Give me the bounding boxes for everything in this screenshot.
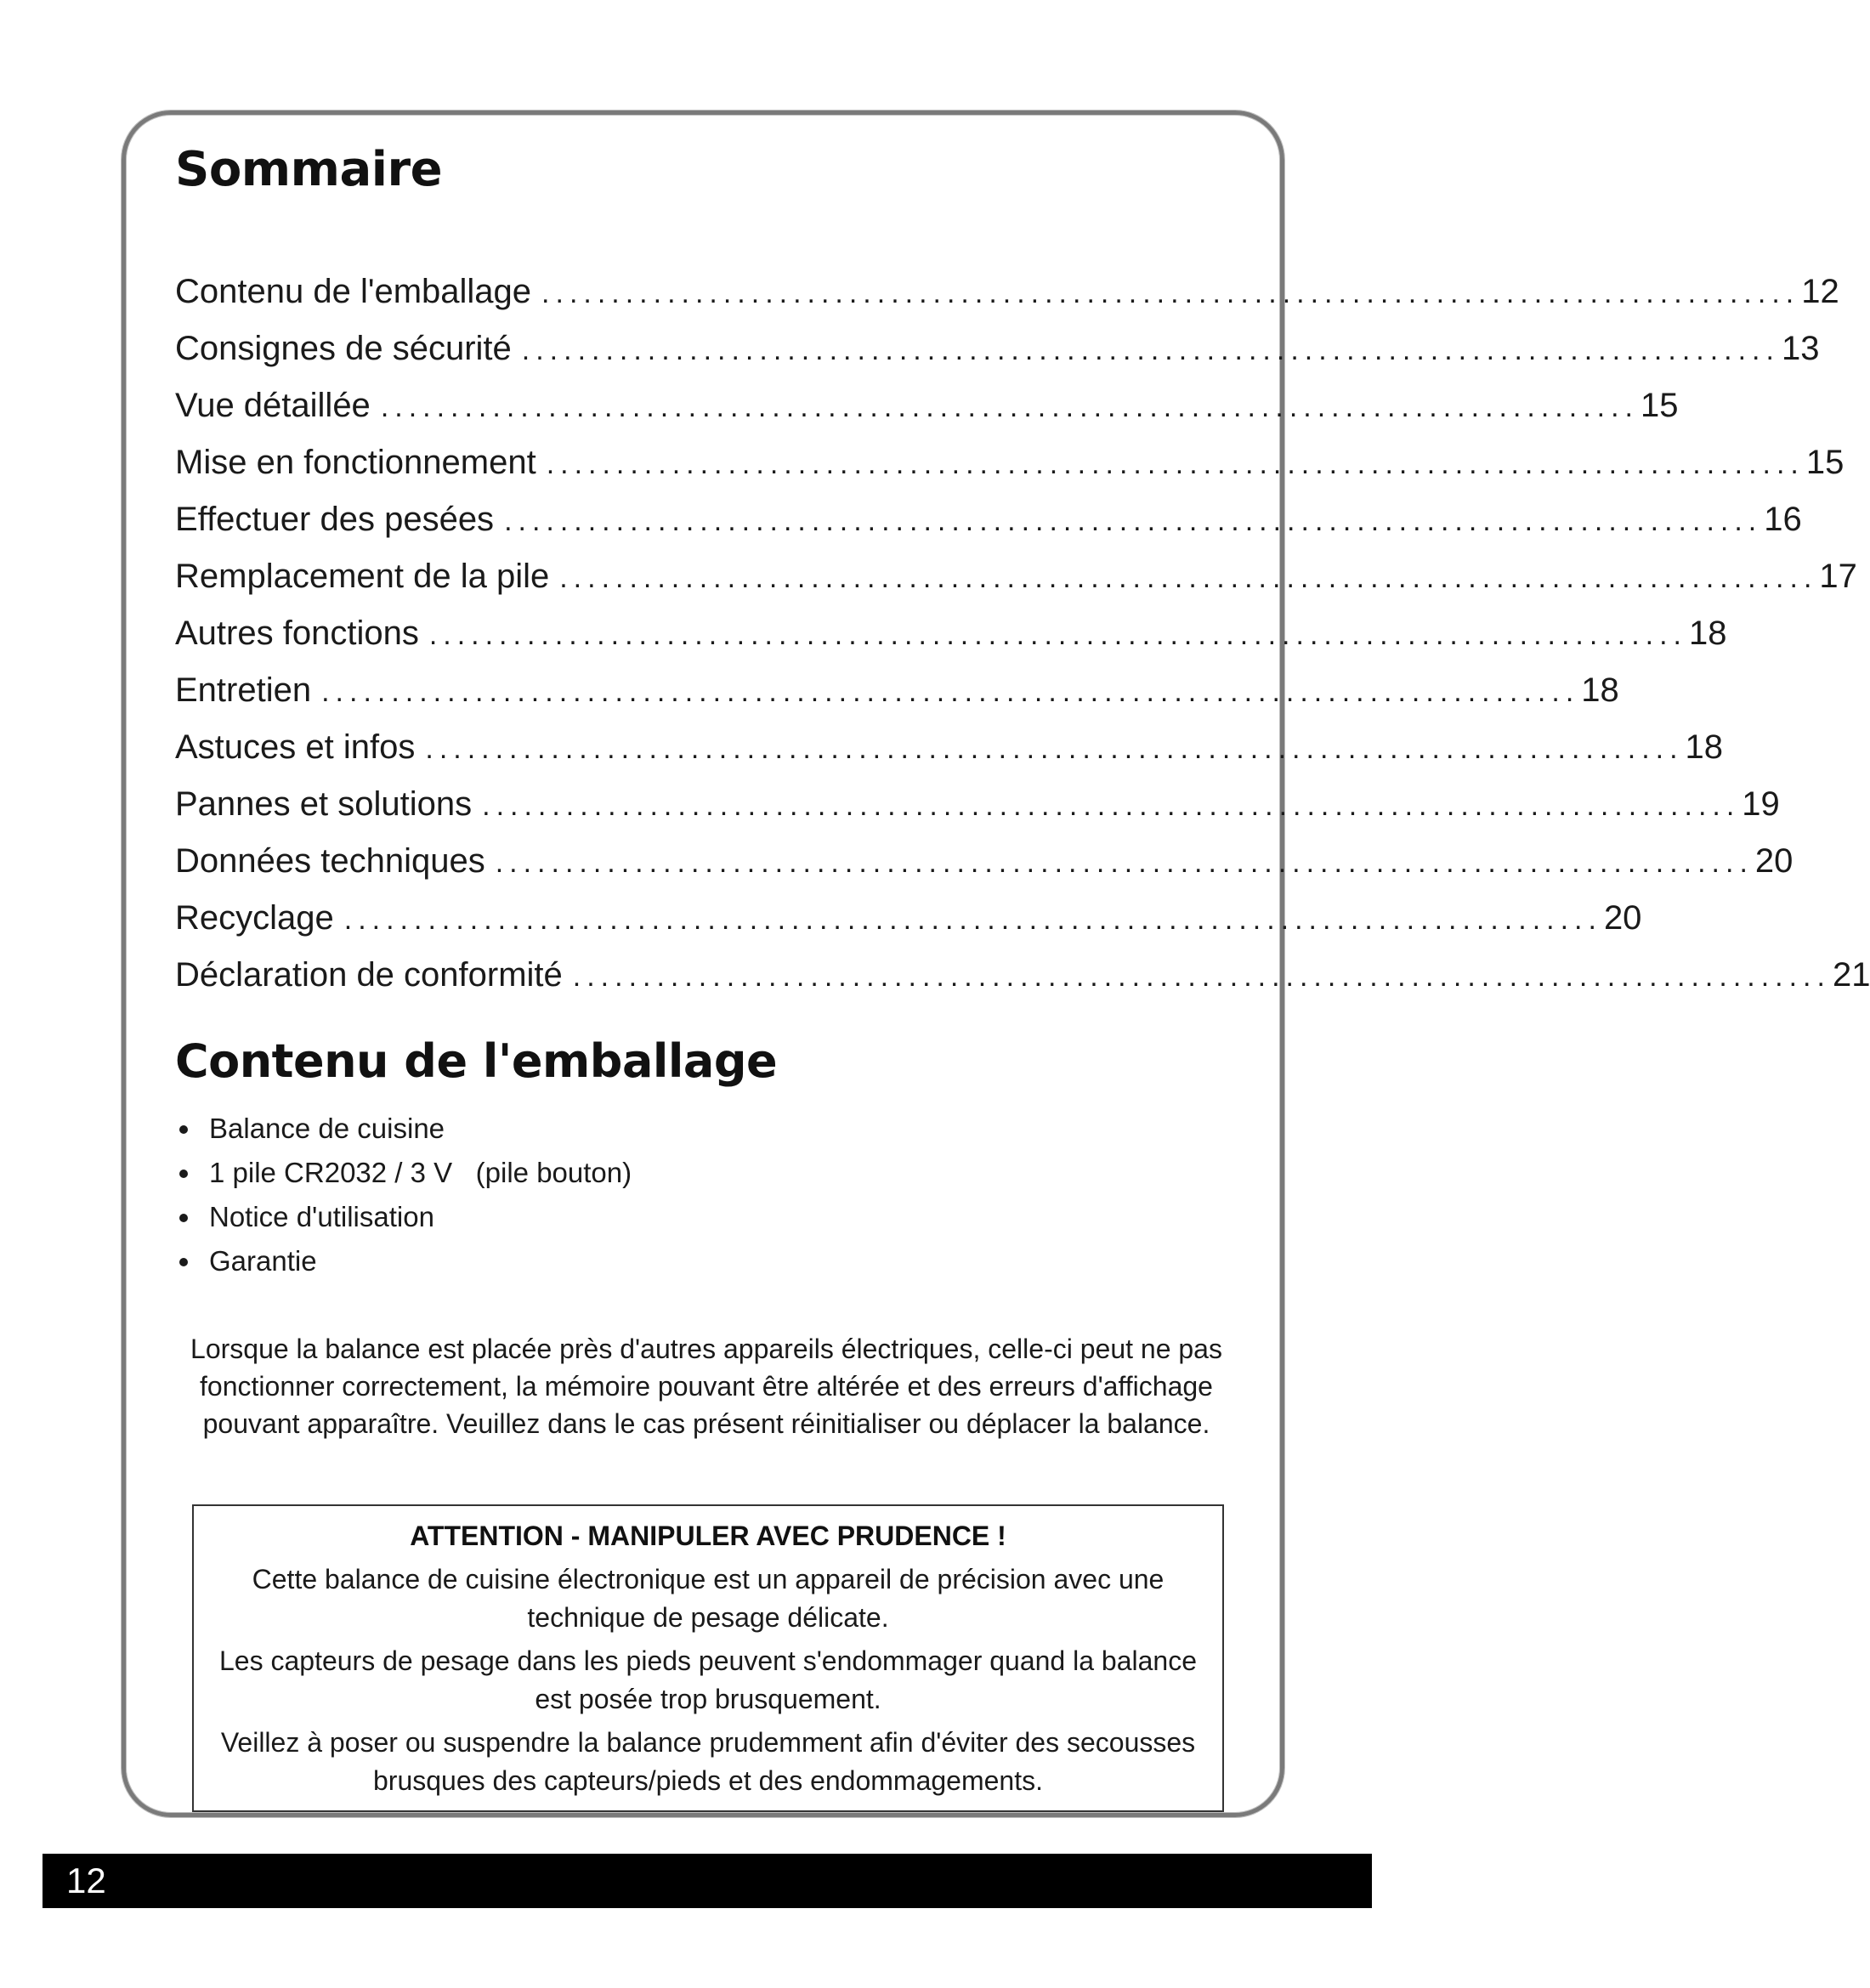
toc-leader-dots: .......................................................................................... <box>428 619 1687 651</box>
package-contents-title: Contenu de l'emballage <box>175 1034 778 1088</box>
list-item <box>175 1195 1238 1239</box>
toc-entry-label: Vue détaillée <box>175 387 371 424</box>
toc-leader-dots: .......................................................................................... <box>504 505 1763 537</box>
toc-leader-dots: .......................................................................................... <box>541 277 1800 309</box>
toc-leader-dots: .......................................................................................... <box>546 448 1805 480</box>
list-item <box>175 1239 1238 1283</box>
toc-leader-dots: .......................................................................................... <box>425 733 1684 765</box>
list-item-text: 1 pile CR2032 / 3 V (pile bouton) <box>209 1157 632 1188</box>
toc-leader-dots: .......................................................................................... <box>321 676 1580 708</box>
warning-box <box>192 1504 1224 1812</box>
toc-entry-page: 15 <box>1805 444 1844 481</box>
toc-entry-page: 15 <box>1640 387 1679 424</box>
toc-entry[interactable] <box>175 605 1727 662</box>
toc-entry-page: 18 <box>1689 615 1727 652</box>
toc-entry-page: 18 <box>1685 728 1724 766</box>
warning-paragraph: Les capteurs de pesage dans les pieds peuvent s'endommager quand la balance est posée trop brusquement. <box>218 1645 1197 1714</box>
toc-leader-dots: .......................................................................................... <box>482 790 1741 822</box>
toc-entry[interactable] <box>175 320 1820 377</box>
warning-paragraph: Veillez à poser ou suspendre la balance prudemment afin d'éviter des secousses brusques des capteurs/pieds et des endommagements. <box>220 1727 1196 1796</box>
toc-entry-page: 16 <box>1764 501 1802 538</box>
toc-entry-page: 20 <box>1754 842 1794 880</box>
bullet-icon <box>179 1214 188 1222</box>
toc-entry-label: Recyclage <box>175 899 334 937</box>
toc-entry-label: Mise en fonctionnement <box>175 444 536 481</box>
toc-entry-label: Pannes et solutions <box>175 785 473 823</box>
toc-entry-page: 17 <box>1819 558 1857 595</box>
toc-leader-dots: .......................................................................................... <box>343 903 1602 936</box>
table-of-contents <box>175 263 1870 1004</box>
list-item-text: Balance de cuisine <box>209 1113 445 1144</box>
package-contents-section <box>175 1028 1238 1283</box>
toc-entry-page: 18 <box>1581 671 1619 709</box>
list-item <box>175 1151 1238 1195</box>
list-item <box>175 1107 1238 1151</box>
toc-leader-dots: .......................................................................................... <box>380 391 1639 423</box>
page-number: 12 <box>66 1861 106 1900</box>
toc-entry[interactable] <box>175 491 1802 548</box>
toc-entry-page: 12 <box>1801 273 1839 310</box>
toc-leader-dots: .......................................................................................... <box>521 334 1780 366</box>
toc-entry[interactable] <box>175 776 1780 833</box>
page-content <box>175 136 1870 1439</box>
toc-entry-page: 21 <box>1832 956 1870 994</box>
list-item-text: Garantie <box>209 1245 317 1277</box>
bullet-icon <box>179 1125 188 1134</box>
toc-entry[interactable] <box>175 377 1679 434</box>
toc-entry[interactable] <box>175 890 1642 947</box>
list-item-text: Notice d'utilisation <box>209 1201 434 1232</box>
warning-title: ATTENTION - MANIPULER AVEC PRUDENCE ! <box>410 1521 1006 1551</box>
toc-entry-label: Données techniques <box>175 842 485 880</box>
toc-entry[interactable] <box>175 434 1844 491</box>
warning-paragraph: Cette balance de cuisine électronique est un appareil de précision avec une technique de pesage délicate. <box>252 1564 1164 1633</box>
toc-entry[interactable] <box>175 947 1870 1004</box>
toc-entry-label: Remplacement de la pile <box>175 558 550 595</box>
bullet-icon <box>179 1258 188 1266</box>
toc-leader-dots: .......................................................................................... <box>572 960 1831 993</box>
bullet-icon <box>179 1170 188 1178</box>
toc-leader-dots: .......................................................................................... <box>559 562 1818 594</box>
toc-entry[interactable] <box>175 719 1724 776</box>
package-contents-list <box>175 1107 1238 1283</box>
summary-title: Sommaire <box>175 142 443 197</box>
toc-entry-label: Entretien <box>175 671 312 709</box>
toc-entry[interactable] <box>175 833 1794 890</box>
toc-entry-page: 19 <box>1742 785 1780 823</box>
toc-entry[interactable] <box>175 548 1857 605</box>
toc-entry-label: Effectuer des pesées <box>175 501 495 538</box>
toc-entry-label: Consignes de sécurité <box>175 330 512 367</box>
toc-entry[interactable] <box>175 263 1839 320</box>
toc-entry[interactable] <box>175 662 1619 719</box>
toc-entry-label: Autres fonctions <box>175 615 419 652</box>
toc-entry-page: 20 <box>1603 899 1642 937</box>
footer-bar <box>42 1854 1372 1908</box>
toc-entry-label: Contenu de l'emballage <box>175 273 532 310</box>
toc-leader-dots: .......................................................................................... <box>495 847 1754 879</box>
toc-entry-label: Astuces et infos <box>175 728 416 766</box>
notice-paragraph: Lorsque la balance est placée près d'autres appareils électriques, celle-ci peut ne pas fonctionner correctement, la mémoire pouvant être altérée et des erreurs d'affichage pouvant apparaître. Veuillez dans le cas présent réinitialiser ou déplacer la balance. <box>190 1334 1222 1439</box>
toc-entry-page: 13 <box>1781 330 1820 367</box>
toc-entry-label: Déclaration de conformité <box>175 956 563 994</box>
